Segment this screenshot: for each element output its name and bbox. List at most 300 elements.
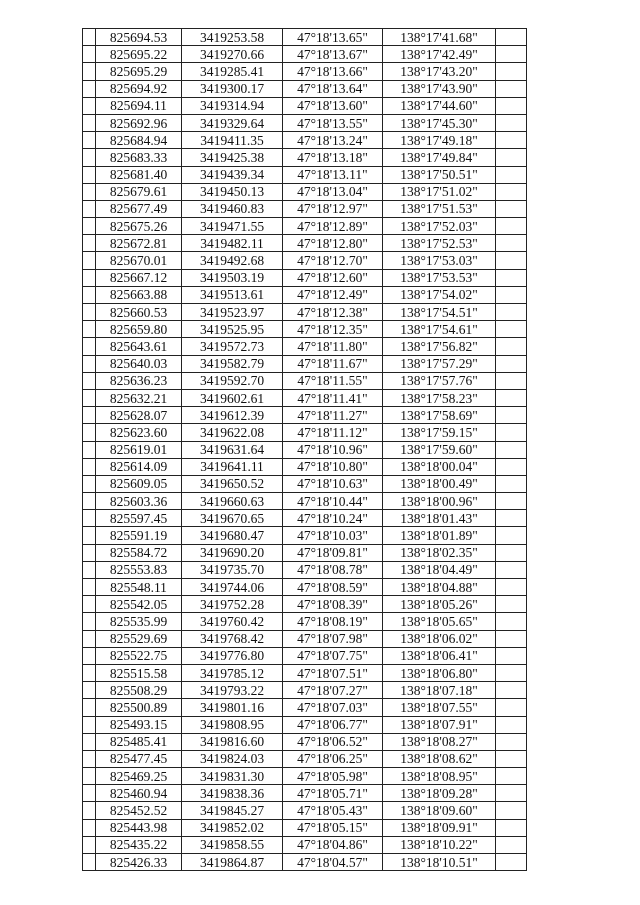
easting-cell: 825553.83 bbox=[96, 561, 182, 578]
easting-cell: 825485.41 bbox=[96, 733, 182, 750]
northing-cell: 3419680.47 bbox=[182, 527, 283, 544]
row-notes-cell bbox=[496, 63, 527, 80]
longitude-cell: 138°18'01.89" bbox=[383, 527, 496, 544]
longitude-cell: 138°18'09.28" bbox=[383, 785, 496, 802]
easting-cell: 825515.58 bbox=[96, 664, 182, 681]
longitude-cell: 138°18'00.49" bbox=[383, 475, 496, 492]
easting-cell: 825694.53 bbox=[96, 29, 182, 46]
row-margin-cell bbox=[83, 836, 96, 853]
longitude-cell: 138°17'54.51" bbox=[383, 304, 496, 321]
row-notes-cell bbox=[496, 441, 527, 458]
row-margin-cell bbox=[83, 114, 96, 131]
easting-cell: 825692.96 bbox=[96, 114, 182, 131]
row-notes-cell bbox=[496, 561, 527, 578]
row-margin-cell bbox=[83, 183, 96, 200]
longitude-cell: 138°18'04.88" bbox=[383, 579, 496, 596]
table-row bbox=[83, 441, 527, 458]
latitude-cell: 47°18'12.97" bbox=[283, 200, 383, 217]
row-notes-cell bbox=[496, 854, 527, 871]
latitude-cell: 47°18'06.52" bbox=[283, 733, 383, 750]
row-notes-cell bbox=[496, 682, 527, 699]
coordinates-table bbox=[82, 28, 527, 871]
latitude-cell: 47°18'08.39" bbox=[283, 596, 383, 613]
table-row bbox=[83, 166, 527, 183]
row-notes-cell bbox=[496, 46, 527, 63]
northing-cell: 3419631.64 bbox=[182, 441, 283, 458]
row-notes-cell bbox=[496, 768, 527, 785]
northing-cell: 3419858.55 bbox=[182, 836, 283, 853]
row-margin-cell bbox=[83, 664, 96, 681]
northing-cell: 3419602.61 bbox=[182, 389, 283, 406]
latitude-cell: 47°18'13.66" bbox=[283, 63, 383, 80]
easting-cell: 825477.45 bbox=[96, 750, 182, 767]
latitude-cell: 47°18'05.43" bbox=[283, 802, 383, 819]
latitude-cell: 47°18'11.55" bbox=[283, 372, 383, 389]
northing-cell: 3419300.17 bbox=[182, 80, 283, 97]
table-row bbox=[83, 527, 527, 544]
table-row bbox=[83, 269, 527, 286]
row-margin-cell bbox=[83, 699, 96, 716]
row-notes-cell bbox=[496, 630, 527, 647]
row-notes-cell bbox=[496, 836, 527, 853]
table-row bbox=[83, 750, 527, 767]
row-notes-cell bbox=[496, 355, 527, 372]
longitude-cell: 138°18'07.18" bbox=[383, 682, 496, 699]
longitude-cell: 138°17'51.02" bbox=[383, 183, 496, 200]
latitude-cell: 47°18'04.57" bbox=[283, 854, 383, 871]
northing-cell: 3419660.63 bbox=[182, 493, 283, 510]
latitude-cell: 47°18'12.49" bbox=[283, 286, 383, 303]
row-margin-cell bbox=[83, 647, 96, 664]
row-notes-cell bbox=[496, 29, 527, 46]
row-notes-cell bbox=[496, 716, 527, 733]
latitude-cell: 47°18'13.11" bbox=[283, 166, 383, 183]
row-margin-cell bbox=[83, 269, 96, 286]
northing-cell: 3419852.02 bbox=[182, 819, 283, 836]
row-margin-cell bbox=[83, 200, 96, 217]
longitude-cell: 138°18'09.60" bbox=[383, 802, 496, 819]
row-margin-cell bbox=[83, 579, 96, 596]
table-row bbox=[83, 475, 527, 492]
easting-cell: 825603.36 bbox=[96, 493, 182, 510]
row-margin-cell bbox=[83, 252, 96, 269]
longitude-cell: 138°17'43.90" bbox=[383, 80, 496, 97]
table-row bbox=[83, 407, 527, 424]
row-margin-cell bbox=[83, 338, 96, 355]
northing-cell: 3419785.12 bbox=[182, 664, 283, 681]
easting-cell: 825675.26 bbox=[96, 218, 182, 235]
latitude-cell: 47°18'12.80" bbox=[283, 235, 383, 252]
row-margin-cell bbox=[83, 441, 96, 458]
longitude-cell: 138°18'08.62" bbox=[383, 750, 496, 767]
table-row bbox=[83, 613, 527, 630]
row-notes-cell bbox=[496, 389, 527, 406]
latitude-cell: 47°18'11.80" bbox=[283, 338, 383, 355]
latitude-cell: 47°18'13.04" bbox=[283, 183, 383, 200]
latitude-cell: 47°18'10.63" bbox=[283, 475, 383, 492]
northing-cell: 3419513.61 bbox=[182, 286, 283, 303]
easting-cell: 825584.72 bbox=[96, 544, 182, 561]
row-notes-cell bbox=[496, 286, 527, 303]
row-margin-cell bbox=[83, 149, 96, 166]
row-margin-cell bbox=[83, 561, 96, 578]
table-row bbox=[83, 819, 527, 836]
latitude-cell: 47°18'07.75" bbox=[283, 647, 383, 664]
easting-cell: 825632.21 bbox=[96, 389, 182, 406]
row-margin-cell bbox=[83, 854, 96, 871]
table-row bbox=[83, 132, 527, 149]
northing-cell: 3419801.16 bbox=[182, 699, 283, 716]
table-row bbox=[83, 458, 527, 475]
longitude-cell: 138°17'57.76" bbox=[383, 372, 496, 389]
table-row bbox=[83, 544, 527, 561]
latitude-cell: 47°18'07.27" bbox=[283, 682, 383, 699]
row-notes-cell bbox=[496, 699, 527, 716]
easting-cell: 825535.99 bbox=[96, 613, 182, 630]
northing-cell: 3419612.39 bbox=[182, 407, 283, 424]
table-row bbox=[83, 304, 527, 321]
row-notes-cell bbox=[496, 166, 527, 183]
easting-cell: 825659.80 bbox=[96, 321, 182, 338]
latitude-cell: 47°18'08.78" bbox=[283, 561, 383, 578]
row-margin-cell bbox=[83, 321, 96, 338]
northing-cell: 3419776.80 bbox=[182, 647, 283, 664]
row-margin-cell bbox=[83, 424, 96, 441]
row-notes-cell bbox=[496, 338, 527, 355]
northing-cell: 3419592.70 bbox=[182, 372, 283, 389]
row-margin-cell bbox=[83, 80, 96, 97]
northing-cell: 3419471.55 bbox=[182, 218, 283, 235]
row-margin-cell bbox=[83, 613, 96, 630]
row-notes-cell bbox=[496, 750, 527, 767]
row-notes-cell bbox=[496, 458, 527, 475]
table-row bbox=[83, 510, 527, 527]
row-margin-cell bbox=[83, 544, 96, 561]
easting-cell: 825508.29 bbox=[96, 682, 182, 699]
row-margin-cell bbox=[83, 819, 96, 836]
row-margin-cell bbox=[83, 235, 96, 252]
easting-cell: 825591.19 bbox=[96, 527, 182, 544]
latitude-cell: 47°18'05.98" bbox=[283, 768, 383, 785]
row-notes-cell bbox=[496, 321, 527, 338]
latitude-cell: 47°18'10.03" bbox=[283, 527, 383, 544]
northing-cell: 3419285.41 bbox=[182, 63, 283, 80]
row-margin-cell bbox=[83, 768, 96, 785]
longitude-cell: 138°17'41.68" bbox=[383, 29, 496, 46]
row-margin-cell bbox=[83, 716, 96, 733]
easting-cell: 825672.81 bbox=[96, 235, 182, 252]
row-margin-cell bbox=[83, 527, 96, 544]
row-margin-cell bbox=[83, 372, 96, 389]
northing-cell: 3419503.19 bbox=[182, 269, 283, 286]
table-row bbox=[83, 218, 527, 235]
row-margin-cell bbox=[83, 286, 96, 303]
row-margin-cell bbox=[83, 630, 96, 647]
table-row bbox=[83, 802, 527, 819]
row-margin-cell bbox=[83, 29, 96, 46]
row-notes-cell bbox=[496, 132, 527, 149]
row-margin-cell bbox=[83, 475, 96, 492]
northing-cell: 3419482.11 bbox=[182, 235, 283, 252]
table-row bbox=[83, 561, 527, 578]
northing-cell: 3419824.03 bbox=[182, 750, 283, 767]
longitude-cell: 138°17'44.60" bbox=[383, 97, 496, 114]
row-notes-cell bbox=[496, 114, 527, 131]
longitude-cell: 138°17'58.23" bbox=[383, 389, 496, 406]
northing-cell: 3419670.65 bbox=[182, 510, 283, 527]
easting-cell: 825663.88 bbox=[96, 286, 182, 303]
table-row bbox=[83, 389, 527, 406]
row-notes-cell bbox=[496, 733, 527, 750]
longitude-cell: 138°17'43.20" bbox=[383, 63, 496, 80]
table-row bbox=[83, 579, 527, 596]
row-notes-cell bbox=[496, 252, 527, 269]
northing-cell: 3419460.83 bbox=[182, 200, 283, 217]
easting-cell: 825493.15 bbox=[96, 716, 182, 733]
easting-cell: 825522.75 bbox=[96, 647, 182, 664]
table-row bbox=[83, 424, 527, 441]
longitude-cell: 138°18'06.41" bbox=[383, 647, 496, 664]
northing-cell: 3419270.66 bbox=[182, 46, 283, 63]
easting-cell: 825614.09 bbox=[96, 458, 182, 475]
northing-cell: 3419525.95 bbox=[182, 321, 283, 338]
northing-cell: 3419816.60 bbox=[182, 733, 283, 750]
longitude-cell: 138°18'07.91" bbox=[383, 716, 496, 733]
row-notes-cell bbox=[496, 372, 527, 389]
row-notes-cell bbox=[496, 493, 527, 510]
easting-cell: 825660.53 bbox=[96, 304, 182, 321]
row-notes-cell bbox=[496, 475, 527, 492]
table-row bbox=[83, 183, 527, 200]
longitude-cell: 138°18'10.51" bbox=[383, 854, 496, 871]
easting-cell: 825681.40 bbox=[96, 166, 182, 183]
latitude-cell: 47°18'13.60" bbox=[283, 97, 383, 114]
row-margin-cell bbox=[83, 750, 96, 767]
northing-cell: 3419329.64 bbox=[182, 114, 283, 131]
easting-cell: 825694.92 bbox=[96, 80, 182, 97]
latitude-cell: 47°18'12.89" bbox=[283, 218, 383, 235]
northing-cell: 3419793.22 bbox=[182, 682, 283, 699]
latitude-cell: 47°18'07.98" bbox=[283, 630, 383, 647]
latitude-cell: 47°18'13.24" bbox=[283, 132, 383, 149]
row-notes-cell bbox=[496, 149, 527, 166]
longitude-cell: 138°18'00.04" bbox=[383, 458, 496, 475]
latitude-cell: 47°18'07.03" bbox=[283, 699, 383, 716]
longitude-cell: 138°18'01.43" bbox=[383, 510, 496, 527]
latitude-cell: 47°18'12.38" bbox=[283, 304, 383, 321]
northing-cell: 3419760.42 bbox=[182, 613, 283, 630]
easting-cell: 825695.29 bbox=[96, 63, 182, 80]
longitude-cell: 138°17'56.82" bbox=[383, 338, 496, 355]
table-row bbox=[83, 200, 527, 217]
easting-cell: 825677.49 bbox=[96, 200, 182, 217]
latitude-cell: 47°18'08.19" bbox=[283, 613, 383, 630]
table-row bbox=[83, 596, 527, 613]
latitude-cell: 47°18'10.44" bbox=[283, 493, 383, 510]
easting-cell: 825452.52 bbox=[96, 802, 182, 819]
longitude-cell: 138°18'02.35" bbox=[383, 544, 496, 561]
northing-cell: 3419752.28 bbox=[182, 596, 283, 613]
longitude-cell: 138°18'07.55" bbox=[383, 699, 496, 716]
table-row bbox=[83, 768, 527, 785]
latitude-cell: 47°18'13.65" bbox=[283, 29, 383, 46]
easting-cell: 825623.60 bbox=[96, 424, 182, 441]
row-margin-cell bbox=[83, 596, 96, 613]
latitude-cell: 47°18'08.59" bbox=[283, 579, 383, 596]
latitude-cell: 47°18'06.77" bbox=[283, 716, 383, 733]
northing-cell: 3419831.30 bbox=[182, 768, 283, 785]
easting-cell: 825636.23 bbox=[96, 372, 182, 389]
table-row bbox=[83, 149, 527, 166]
row-notes-cell bbox=[496, 664, 527, 681]
latitude-cell: 47°18'11.41" bbox=[283, 389, 383, 406]
row-notes-cell bbox=[496, 819, 527, 836]
latitude-cell: 47°18'13.64" bbox=[283, 80, 383, 97]
row-notes-cell bbox=[496, 527, 527, 544]
northing-cell: 3419450.13 bbox=[182, 183, 283, 200]
row-margin-cell bbox=[83, 802, 96, 819]
table-row bbox=[83, 854, 527, 871]
table-row bbox=[83, 630, 527, 647]
table-row bbox=[83, 355, 527, 372]
table-row bbox=[83, 699, 527, 716]
easting-cell: 825684.94 bbox=[96, 132, 182, 149]
northing-cell: 3419411.35 bbox=[182, 132, 283, 149]
latitude-cell: 47°18'05.71" bbox=[283, 785, 383, 802]
northing-cell: 3419808.95 bbox=[182, 716, 283, 733]
easting-cell: 825542.05 bbox=[96, 596, 182, 613]
northing-cell: 3419845.27 bbox=[182, 802, 283, 819]
northing-cell: 3419314.94 bbox=[182, 97, 283, 114]
longitude-cell: 138°17'52.53" bbox=[383, 235, 496, 252]
easting-cell: 825529.69 bbox=[96, 630, 182, 647]
table-row bbox=[83, 252, 527, 269]
northing-cell: 3419425.38 bbox=[182, 149, 283, 166]
latitude-cell: 47°18'12.35" bbox=[283, 321, 383, 338]
easting-cell: 825443.98 bbox=[96, 819, 182, 836]
longitude-cell: 138°18'08.27" bbox=[383, 733, 496, 750]
row-notes-cell bbox=[496, 596, 527, 613]
northing-cell: 3419253.58 bbox=[182, 29, 283, 46]
row-notes-cell bbox=[496, 544, 527, 561]
latitude-cell: 47°18'07.51" bbox=[283, 664, 383, 681]
latitude-cell: 47°18'12.60" bbox=[283, 269, 383, 286]
longitude-cell: 138°18'09.91" bbox=[383, 819, 496, 836]
easting-cell: 825469.25 bbox=[96, 768, 182, 785]
table-row bbox=[83, 321, 527, 338]
latitude-cell: 47°18'11.27" bbox=[283, 407, 383, 424]
table-row bbox=[83, 716, 527, 733]
row-notes-cell bbox=[496, 183, 527, 200]
row-margin-cell bbox=[83, 304, 96, 321]
longitude-cell: 138°18'08.95" bbox=[383, 768, 496, 785]
northing-cell: 3419492.68 bbox=[182, 252, 283, 269]
latitude-cell: 47°18'11.12" bbox=[283, 424, 383, 441]
table-row bbox=[83, 493, 527, 510]
longitude-cell: 138°17'50.51" bbox=[383, 166, 496, 183]
row-notes-cell bbox=[496, 785, 527, 802]
longitude-cell: 138°18'10.22" bbox=[383, 836, 496, 853]
row-margin-cell bbox=[83, 510, 96, 527]
latitude-cell: 47°18'10.96" bbox=[283, 441, 383, 458]
longitude-cell: 138°18'06.02" bbox=[383, 630, 496, 647]
easting-cell: 825683.33 bbox=[96, 149, 182, 166]
table-row bbox=[83, 836, 527, 853]
row-margin-cell bbox=[83, 166, 96, 183]
latitude-cell: 47°18'13.67" bbox=[283, 46, 383, 63]
row-margin-cell bbox=[83, 733, 96, 750]
row-margin-cell bbox=[83, 132, 96, 149]
northing-cell: 3419650.52 bbox=[182, 475, 283, 492]
row-notes-cell bbox=[496, 579, 527, 596]
longitude-cell: 138°17'54.02" bbox=[383, 286, 496, 303]
row-margin-cell bbox=[83, 785, 96, 802]
easting-cell: 825628.07 bbox=[96, 407, 182, 424]
longitude-cell: 138°17'53.53" bbox=[383, 269, 496, 286]
latitude-cell: 47°18'05.15" bbox=[283, 819, 383, 836]
northing-cell: 3419523.97 bbox=[182, 304, 283, 321]
easting-cell: 825695.22 bbox=[96, 46, 182, 63]
table-row bbox=[83, 647, 527, 664]
row-notes-cell bbox=[496, 802, 527, 819]
easting-cell: 825670.01 bbox=[96, 252, 182, 269]
easting-cell: 825500.89 bbox=[96, 699, 182, 716]
row-notes-cell bbox=[496, 80, 527, 97]
row-notes-cell bbox=[496, 510, 527, 527]
row-margin-cell bbox=[83, 407, 96, 424]
row-margin-cell bbox=[83, 389, 96, 406]
coordinates-table-body bbox=[83, 29, 527, 871]
easting-cell: 825667.12 bbox=[96, 269, 182, 286]
latitude-cell: 47°18'11.67" bbox=[283, 355, 383, 372]
longitude-cell: 138°17'42.49" bbox=[383, 46, 496, 63]
row-notes-cell bbox=[496, 647, 527, 664]
longitude-cell: 138°18'05.65" bbox=[383, 613, 496, 630]
latitude-cell: 47°18'12.70" bbox=[283, 252, 383, 269]
longitude-cell: 138°17'45.30" bbox=[383, 114, 496, 131]
northing-cell: 3419768.42 bbox=[182, 630, 283, 647]
row-notes-cell bbox=[496, 407, 527, 424]
northing-cell: 3419838.36 bbox=[182, 785, 283, 802]
easting-cell: 825619.01 bbox=[96, 441, 182, 458]
row-margin-cell bbox=[83, 682, 96, 699]
longitude-cell: 138°18'04.49" bbox=[383, 561, 496, 578]
table-row bbox=[83, 97, 527, 114]
northing-cell: 3419744.06 bbox=[182, 579, 283, 596]
table-row bbox=[83, 682, 527, 699]
northing-cell: 3419582.79 bbox=[182, 355, 283, 372]
longitude-cell: 138°17'59.15" bbox=[383, 424, 496, 441]
row-notes-cell bbox=[496, 200, 527, 217]
row-notes-cell bbox=[496, 97, 527, 114]
table-row bbox=[83, 46, 527, 63]
row-margin-cell bbox=[83, 355, 96, 372]
northing-cell: 3419641.11 bbox=[182, 458, 283, 475]
longitude-cell: 138°17'49.84" bbox=[383, 149, 496, 166]
row-notes-cell bbox=[496, 304, 527, 321]
longitude-cell: 138°17'59.60" bbox=[383, 441, 496, 458]
latitude-cell: 47°18'04.86" bbox=[283, 836, 383, 853]
row-notes-cell bbox=[496, 424, 527, 441]
easting-cell: 825460.94 bbox=[96, 785, 182, 802]
row-notes-cell bbox=[496, 613, 527, 630]
easting-cell: 825426.33 bbox=[96, 854, 182, 871]
longitude-cell: 138°17'57.29" bbox=[383, 355, 496, 372]
row-margin-cell bbox=[83, 458, 96, 475]
easting-cell: 825597.45 bbox=[96, 510, 182, 527]
table-row bbox=[83, 785, 527, 802]
easting-cell: 825643.61 bbox=[96, 338, 182, 355]
